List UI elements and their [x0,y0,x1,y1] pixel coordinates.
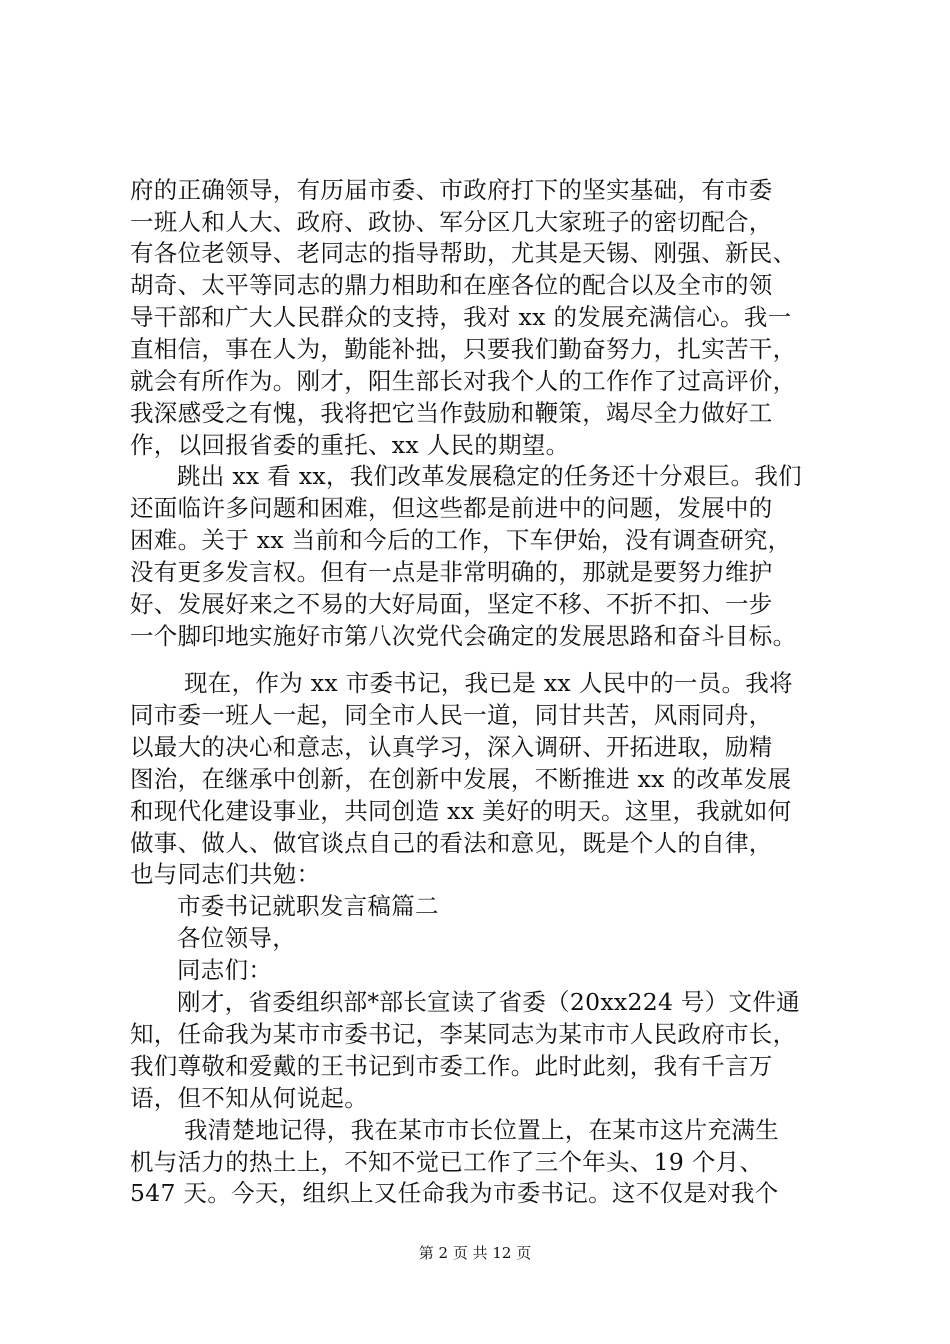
text-line: 我们尊敬和爱戴的王书记到市委工作。此时此刻，我有千言万 [130,1052,773,1080]
page-footer: 第 2 页 共 12 页 [418,1244,532,1262]
text-line: 就会有所作为。刚才，阳生部长对我个人的工作作了过高评价， [130,367,797,395]
text-line: 导干部和广大人民群众的支持，我对 xx 的发展充满信心。我一 [130,303,792,331]
text-line: 机与活力的热土上，不知不觉已工作了三个年头、19 个月、 [130,1148,764,1176]
text-line: 作，以回报省委的重托、xx 人民的期望。 [130,431,570,459]
text-line: 好、发展好来之不易的大好局面，坚定不移、不折不扣、一步 [130,590,773,618]
text-line: 一个脚印地实施好市第八次党代会确定的发展思路和奋斗目标。 [130,622,797,650]
text-line: 知，任命我为某市市委书记，李某同志为某市市人民政府市长， [130,1020,797,1048]
text-line: 一班人和人大、政府、政协、军分区几大家班子的密切配合， [130,208,773,236]
salutation-line: 各位领导， [177,924,296,952]
text-line: 以最大的决心和意志，认真学习，深入调研、开拓进取，励精 [130,733,773,761]
paragraph-start-line: 跳出 xx 看 xx，我们改革发展稳定的任务还十分艰巨。我们 [177,462,802,490]
text-line: 直相信，事在人为，勤能补拙，只要我们勤奋努力，扎实苦干， [130,335,797,363]
text-line: 也与同志们共勉： [130,860,321,888]
text-line: 和现代化建设事业，共同创造 xx 美好的明天。这里，我就如何 [130,797,792,825]
paragraph-start-line: 现在，作为 xx 市委书记，我已是 xx 人民中的一员。我将 [184,669,793,697]
text-line: 547 天。今天，组织上又任命我为市委书记。这不仅是对我个 [130,1179,779,1207]
text-line: 我深感受之有愧，我将把它当作鼓励和鞭策，竭尽全力做好工 [130,399,773,427]
text-line: 还面临许多问题和困难，但这些都是前进中的问题，发展中的 [130,494,773,522]
text-line: 图治，在继承中创新，在创新中发展，不断推进 xx 的改革发展 [130,765,792,793]
text-line: 府的正确领导，有历届市委、市政府打下的坚实基础，有市委 [130,176,773,204]
text-line: 有各位老领导、老同志的指导帮助，尤其是天锡、刚强、新民、 [130,239,797,267]
text-line: 胡奇、太平等同志的鼎力相助和在座各位的配合以及全市的领 [130,271,773,299]
text-line: 同市委一班人一起，同全市人民一道，同甘共苦，风雨同舟， [130,701,773,729]
section-title: 市委书记就职发言稿篇二 [177,892,439,920]
paragraph-start-line: 我清楚地记得，我在某市市长位置上，在某市这片充满生 [184,1116,779,1144]
text-line: 困难。关于 xx 当前和今后的工作，下车伊始，没有调查研究， [130,526,792,554]
paragraph-start-line: 刚才，省委组织部*部长宣读了省委（20xx224 号）文件通 [177,988,800,1016]
salutation-line: 同志们： [177,956,273,984]
text-line: 没有更多发言权。但有一点是非常明确的，那就是要努力维护 [130,558,773,586]
text-line: 做事、做人、做官谈点自己的看法和意见，既是个人的自律， [130,829,773,857]
text-line: 语，但不知从何说起。 [130,1084,368,1112]
